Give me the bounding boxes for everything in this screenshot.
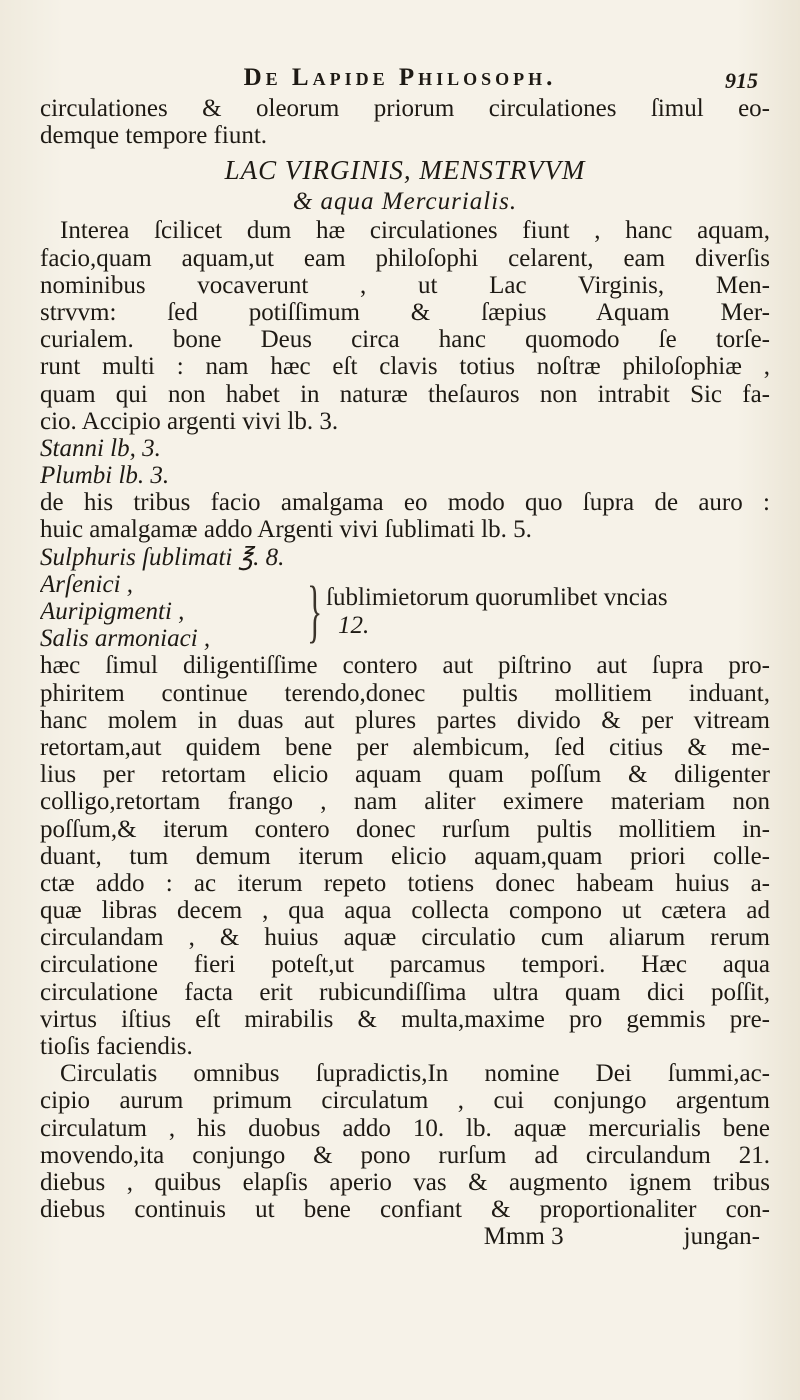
text-line: runt multi : nam hæc eſt clavis totius noſtræ philoſophiæ , — [40, 353, 770, 381]
text-line: phiritem continue terendo,donec pultis mollitiem induant, — [40, 679, 770, 707]
text-line: virtus iſtius eſt mirabilis & multa,maxime pro gemmis pre- — [40, 1005, 770, 1033]
text-block — [40, 95, 770, 1251]
text-line: de his tribus facio amalgama eo modo quo ſupra de auro : — [40, 489, 770, 517]
catchword: jungan- — [683, 1223, 760, 1251]
running-title: De Lapide Philosoph. — [243, 64, 557, 91]
ingredient-note — [326, 584, 668, 638]
text-line: ctæ addo : ac iterum repeto totiens donec habeam huius a- — [40, 869, 770, 897]
text-line: nominibus vocaverunt , ut Lac Virginis, Men- — [40, 271, 770, 299]
ingredient-line: Sulphuris ſublimati ℥. 8. — [40, 543, 285, 571]
text-line: cipio aurum primum circulatum , cui conjungo argentum — [40, 1087, 770, 1115]
text-line: retortam,aut quidem bene per alembicum, ſed citius & me- — [40, 733, 770, 761]
text-line: circulandam , & huius aquæ circulatio cum aliarum rerum — [40, 924, 770, 952]
text-line: curialem. bone Deus circa hanc quomodo ſe torſe- — [40, 326, 770, 354]
ingredient-list — [40, 571, 300, 653]
text-line: hæc ſimul diligentiſſime contero aut piſtrino aut ſupra pro- — [40, 652, 770, 680]
text-line: circulatum , his duobus addo 10. lb. aquæ mercurialis bene — [40, 1114, 770, 1142]
text-line: tioſis faciendis. — [40, 1033, 193, 1060]
section-heading: LAC VIRGINIS, MENSTRVVM — [224, 155, 586, 186]
text-line: movendo,ita conjungo & pono rurſum ad circulandum 21. — [40, 1141, 770, 1169]
ingredient-name: Salis armoniaci , — [40, 625, 211, 653]
text-line: strvvm: ſed potiſſimum & ſæpius Aquam Mer- — [40, 298, 770, 326]
text-line: circulatione facta erit rubicundiſſima ultra quam dici poſſit, — [40, 978, 770, 1006]
text-line: circulatione fieri poteſt,ut parcamus tempori. Hæc aqua — [40, 951, 770, 979]
text-line: quam qui non habet in naturæ theſauros non intrabit Sic fa- — [40, 380, 770, 408]
text-line: quæ libras decem , qua aqua collecta compono ut cætera ad — [40, 897, 770, 925]
text-line: diebus continuis ut bene confiant & proportionaliter con- — [40, 1196, 770, 1224]
ingredient-line: Stanni lb, 3. — [40, 434, 161, 462]
text-line: facio,quam aquam,ut eam philoſophi celarent, eam diverſis — [40, 244, 770, 272]
text-line: diebus , quibus elapſis aperio vas & augmento ignem tribus — [40, 1168, 770, 1196]
section-subheading: & aqua Mercurialis. — [292, 188, 518, 216]
ingredient-amount: 12. — [338, 611, 370, 639]
text-line: colligo,retortam frango , nam aliter eximere materiam non — [40, 788, 770, 816]
page-footer — [40, 1223, 770, 1250]
ingredient-line: Plumbi lb. 3. — [40, 462, 170, 490]
text-line: duant, tum demum iterum elicio aquam,quam priori colle- — [40, 842, 770, 870]
text-line: Interea ſcilicet dum hæ circulationes fiunt , hanc aquam, — [60, 217, 770, 245]
text-line: lius per retortam elicio aquam quam poſſum & diligenter — [40, 761, 770, 789]
page-number: 915 — [725, 68, 758, 93]
curly-brace-icon: } — [307, 572, 323, 650]
text-line: cio. Accipio argenti vivi lb. 3. — [40, 407, 339, 435]
text-line: hanc molem in duas aut plures partes divido & per vitream — [40, 706, 770, 734]
text-line: huic amalgamæ addo Argenti vivi ſublimati lb. 5. — [40, 516, 532, 544]
ingredient-name: Arſenici , — [40, 570, 134, 598]
text-line: poſſum,& iterum contero donec rurſum pultis mollitiem in- — [40, 815, 770, 843]
ingredient-instruction: ſublimietorum quorumlibet vncias — [326, 584, 668, 612]
ingredient-name: Auripigmenti , — [40, 598, 185, 625]
text-line: Circulatis omnibus ſupradictis,In nomine Dei ſummi,ac- — [60, 1060, 770, 1088]
text-line: circulationes & oleorum priorum circulationes ſimul eo- — [40, 95, 770, 122]
ingredient-group — [40, 571, 770, 653]
text-line: demque tempore fiunt. — [40, 122, 268, 150]
signature-mark: Mmm 3 — [483, 1223, 564, 1251]
